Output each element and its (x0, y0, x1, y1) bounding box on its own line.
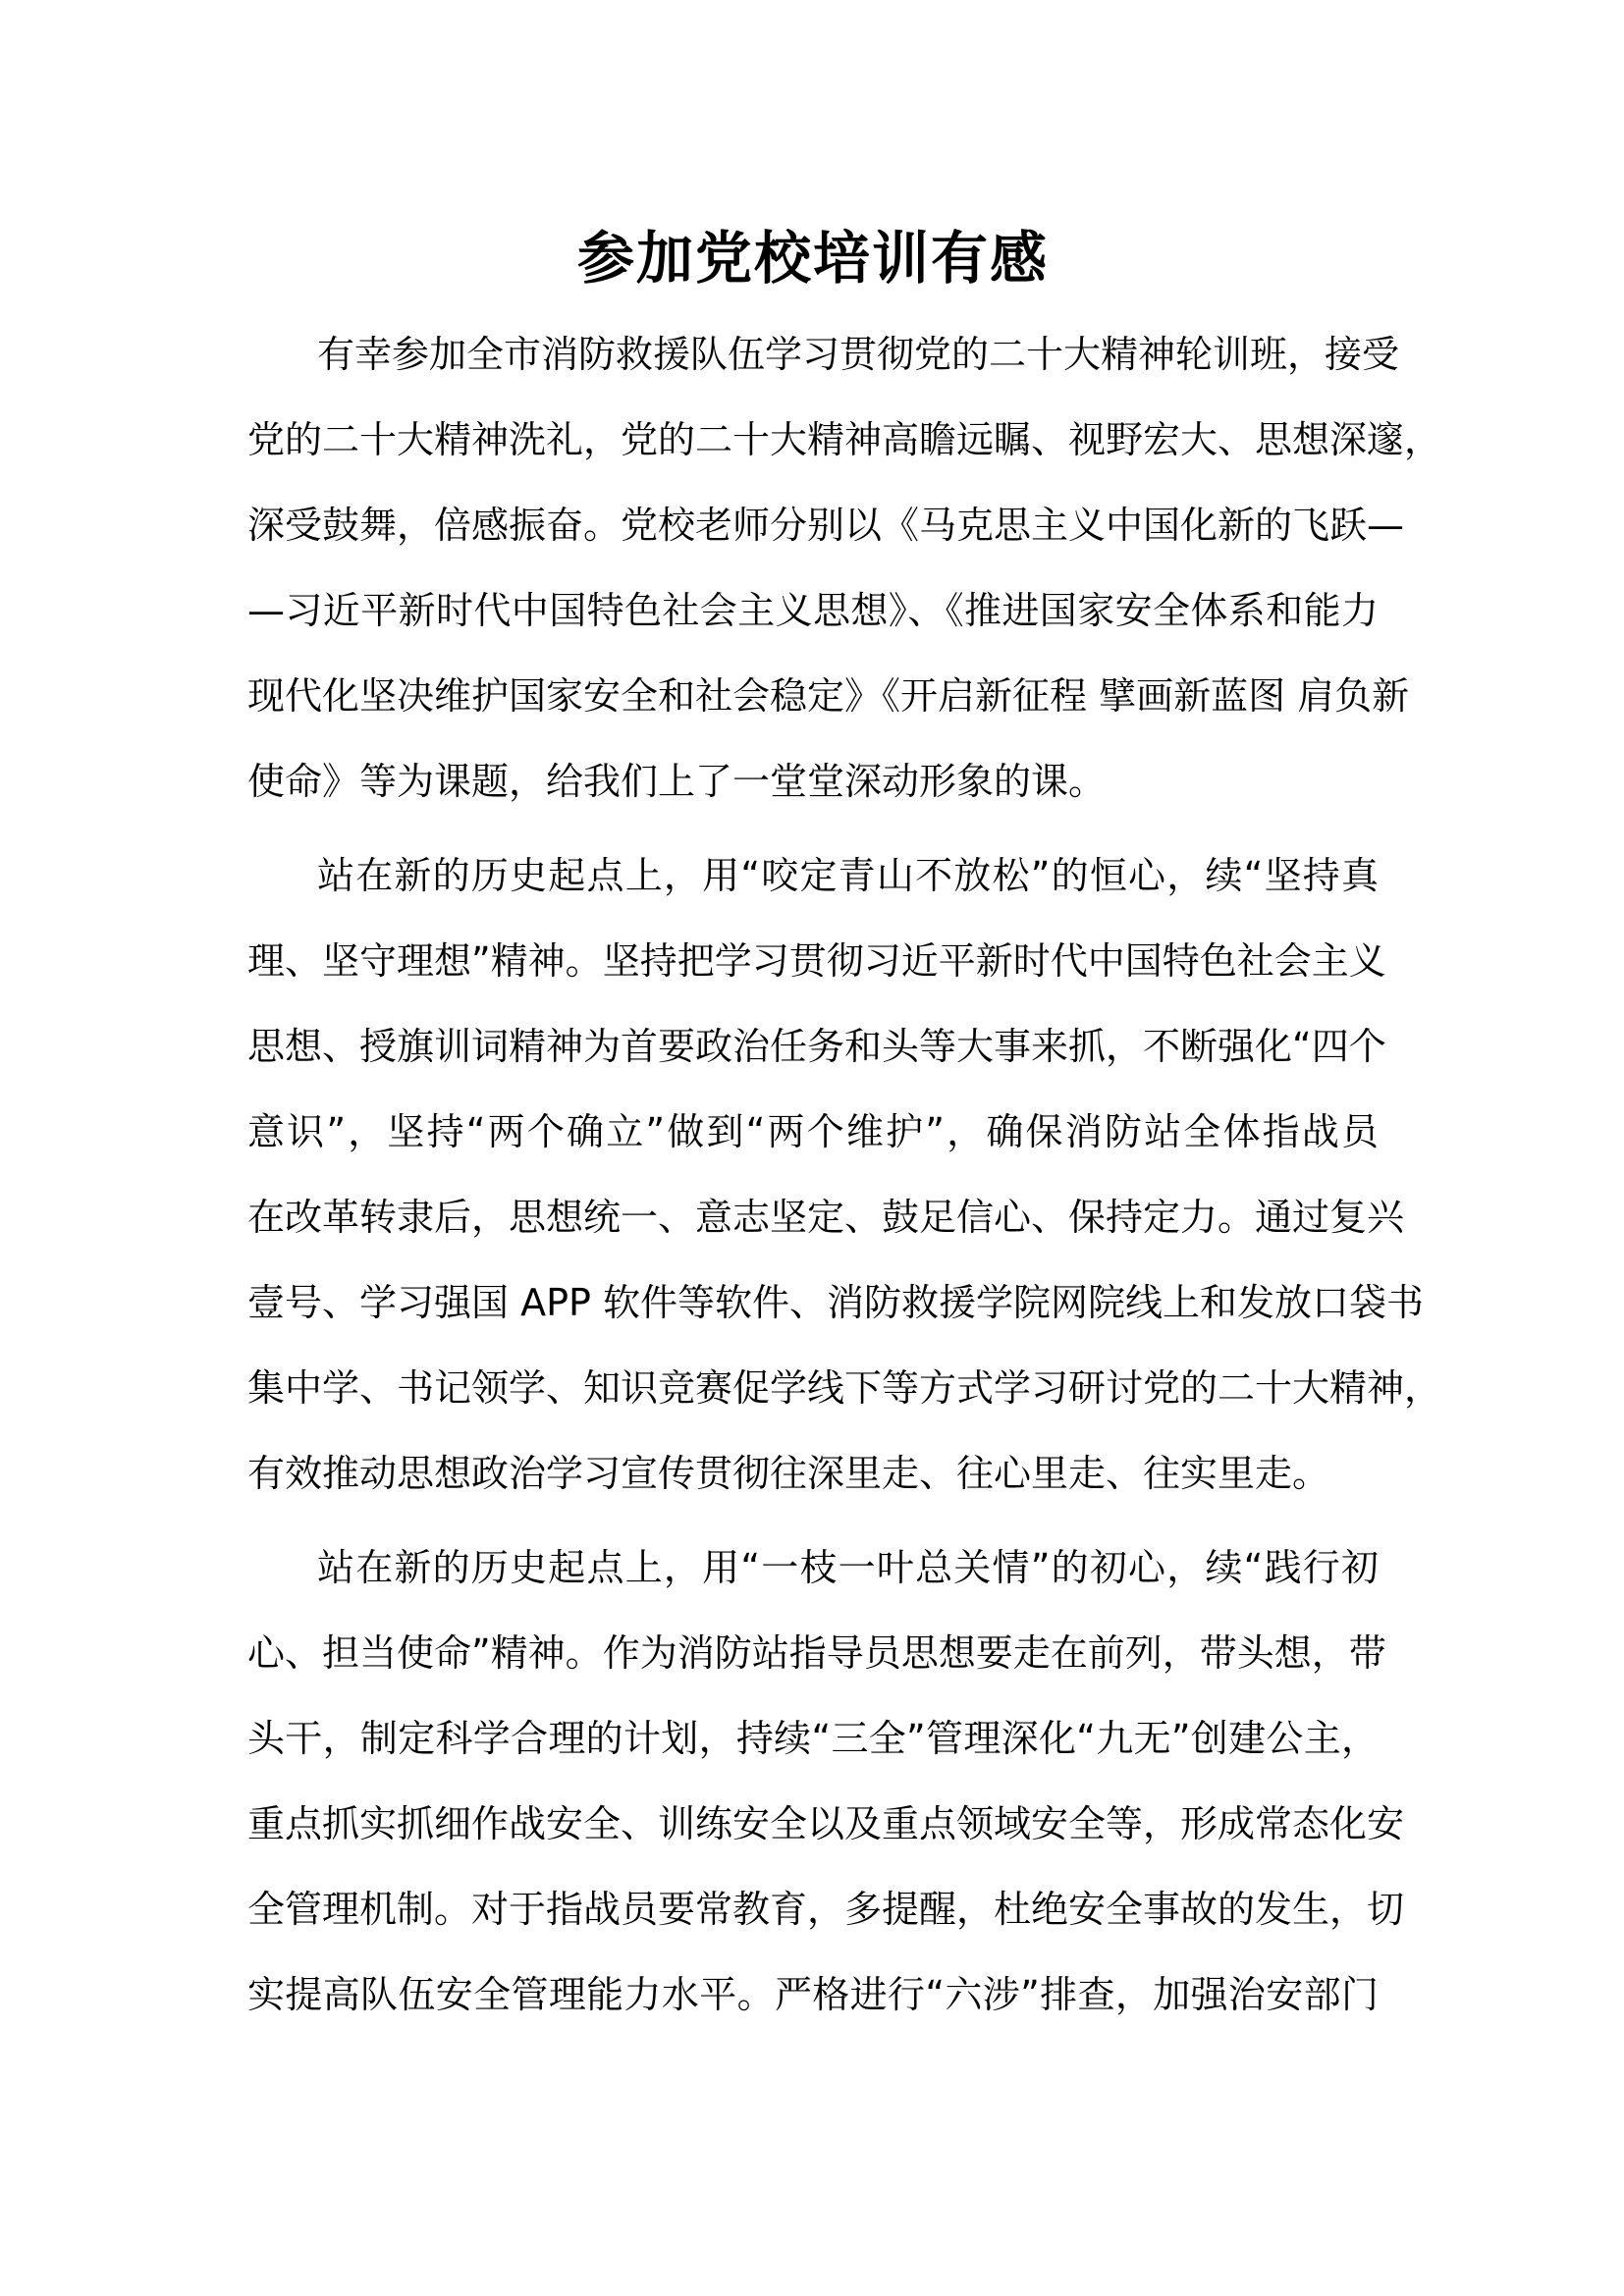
text-line: 心、担当使命”精神。作为消防站指导员思想要走在前列，带头想，带 (247, 1631, 1386, 1675)
text-line: 党的二十大精神洗礼，党的二十大精神高瞻远瞩、视野宏大、思想深邃， (247, 418, 1442, 461)
paragraph (247, 312, 1442, 825)
text-line: 站在新的历史起点上，用“一枝一叶总关情”的初心，续“践行初 (317, 1546, 1379, 1589)
text-line: 集中学、书记领学、知识竞赛促学线下等方式学习研讨党的二十大精神， (247, 1366, 1442, 1410)
document-page (247, 216, 1442, 2047)
text-line: 有幸参加全市消防救援队伍学习贯彻党的二十大精神轮训班，接受 (317, 333, 1400, 376)
text-line: 深受鼓舞，倍感振奋。党校老师分别以《马克思主义中国化新的飞跃— (247, 504, 1405, 547)
document-body (247, 312, 1442, 2038)
text-line: 头干，制定科学合理的计划，持续“三全”管理深化“九无”创建公主， (247, 1717, 1379, 1760)
paragraph (247, 833, 1442, 1517)
text-line: 使命》等为课题，给我们上了一堂堂深动形象的课。 (247, 760, 1107, 803)
text-line: 有效推动思想政治学习宣传贯彻往深里走、往心里走、往实里走。 (247, 1452, 1330, 1495)
text-line: 意识”，坚持“两个确立”做到“两个维护”，确保消防站全体指战员 (247, 1110, 1379, 1153)
text-line: 重点抓实抓细作战安全、训练安全以及重点领域安全等，形成常态化安 (247, 1802, 1405, 1845)
text-line: 在改革转隶后，思想统一、意志坚定、鼓足信心、保持定力。通过复兴 (247, 1196, 1405, 1239)
text-line: 全管理机制。对于指战员要常教育，多提醒，杜绝安全事故的发生，切 (247, 1888, 1405, 1931)
text-line: 思想、授旗训词精神为首要政治任务和头等大事来抓，不断强化“四个 (247, 1025, 1386, 1068)
text-line: —习近平新时代中国特色社会主义思想》、《推进国家安全体系和能力 (247, 589, 1379, 632)
text-line: 现代化坚决维护国家安全和社会稳定》《开启新征程 擘画新蓝图 肩负新 (247, 674, 1410, 718)
text-line: 壹号、学习强国 APP 软件等软件、消防救援学院网院线上和发放口袋书 (247, 1281, 1424, 1324)
text-line: 站在新的历史起点上，用“咬定青山不放松”的恒心，续“坚持真 (317, 854, 1379, 897)
text-line: 理、坚守理想”精神。坚持把学习贯彻习近平新时代中国特色社会主义 (247, 939, 1386, 983)
text-line: 实提高队伍安全管理能力水平。严格进行“六涉”排查，加强治安部门 (247, 1973, 1379, 2016)
paragraph (247, 1525, 1405, 2038)
document-title: 参加党校培训有感 (576, 225, 1049, 292)
